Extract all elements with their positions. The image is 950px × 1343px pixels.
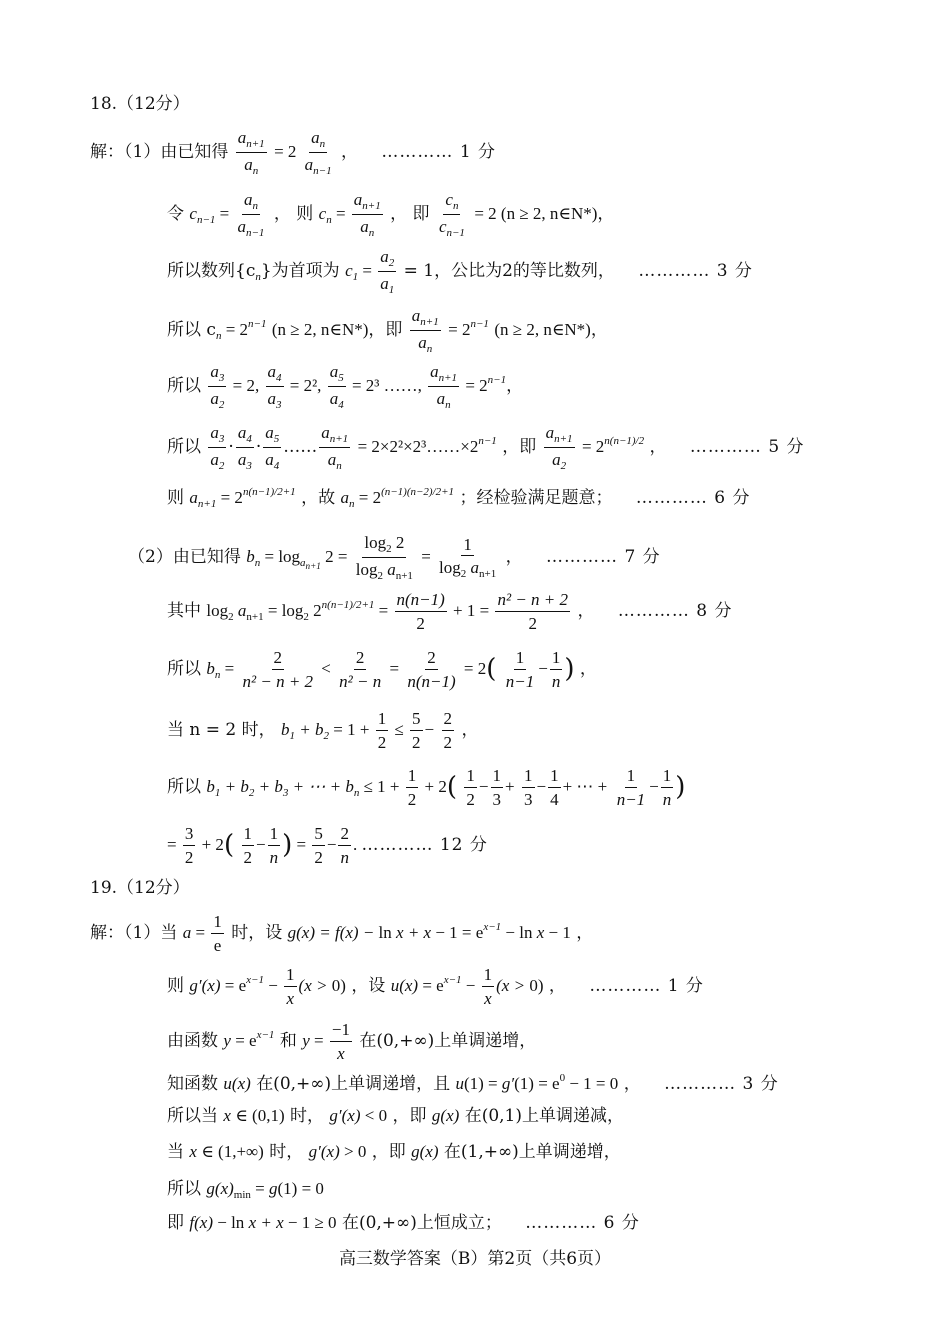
p18-line6: 所以 $\frac{a_3}{a_2}$ · $\frac{a_4}{a_3}$ · $\frac{a_5}{a_4}$ …… $\frac{a_{n+1}}{a_n}$ = $2\times 2^2\times 2^3\dots\dots\times 2^{n-1}$ ，即 $\frac{a_{n+1}}{a_2}$ = $2^{n(n-1)/2}$ ， ………… 5 分 [167,423,805,472]
p18-line3: 所以数列$\{c_n\}$为首项为 $c_1$ = $\frac{a_2}{a_1}$ = 1，公比为2的等比数列， ………… 3 分 [167,247,753,296]
p18-line8: （2）由已知得 $b_n = \log_{a_{n+1}} 2$ = $\frac{\log_2 2}{\log_2 a_{n+1}}$ = $\frac{1}{\log_2 a_{n+1}}$ ， ………… 7 分 [128,533,661,582]
p18-line2: 令 $c_{n-1}$ = $\frac{a_n}{a_{n-1}}$ ， 则 $c_n$ = $\frac{a_{n+1}}{a_n}$ ， 即 $\frac{c_n}{c_{n-1}}$ = 2 (n ≥ 2, n∈N*)， [167,190,615,239]
p19-line7: 所以 $g(x)_{min} = g(1) = 0$ [167,1179,324,1201]
p18-line11: 当 n = 2 时， $b_1 + b_2 = 1$ + $\frac{1}{2}$ ≤ $\frac{5}{2}$ − $\frac{2}{2}$ ， [167,709,479,752]
p19-line1: 解：（1）当 a = $\frac{1}{e}$ 时，设 $g(x) = f(x) - \ln x + x - 1 = e^{x-1} - \ln x - 1$ ， [90,912,594,955]
p19-line3: 由函数 $y = e^{x-1}$ 和 y = $\frac{-1}{x}$ 在(0,+∞)上单调递增， [167,1020,537,1063]
p18-heading: 18.（12分） [90,94,190,114]
p19-heading: 19.（12分） [90,878,190,898]
p18-line5: 所以 $\frac{a_3}{a_2}$ = 2, $\frac{a_4}{a_3}$ = 2², $\frac{a_5}{a_4}$ = 2³ ……, $\frac{a_{n+1}}{a_n}$ = $2^{n-1}$， [167,362,524,411]
p18-line4: 所以 $c_n = 2^{n-1}$ (n ≥ 2, n∈N*)，即 $\frac{a_{n+1}}{a_n}$ = $2^{n-1}$ (n ≥ 2, n∈N*)， [167,306,608,355]
p18-line13: = $\frac{3}{2}$ + 2( $\frac{1}{2}$ − $\frac{1}{n}$ ) = $\frac{5}{2}$ − $\frac{2}{n}$ . ………… 12 分 [167,824,488,867]
p19-line4: 知函数 u(x) 在(0,+∞)上单调递增，且 $u(1) = g'(1) = e^0 - 1 = 0$ ， ………… 3 分 [167,1072,779,1094]
p18-line9: 其中 $\log_2 a_{n+1} = \log_2 2^{n(n-1)/2+1}$ = $\frac{n(n-1)}{2}$ + 1 = $\frac{\text{n² − n + 2}}{2}$ ， ………… 8 分 [167,590,733,633]
page-footer: 高三数学答案（B）第2页（共6页） [338,1249,612,1269]
p19-line6: 当 x ∈ (1,+∞) 时， g′(x) > 0 ，即 g(x) 在(1,+∞)上单调递增， [167,1142,621,1162]
p18-line10: 所以 $b_n$ = $\frac{2}{\text{n² − n + 2}}$ < $\frac{2}{\text{n² − n}}$ = $\frac{2}{n(n-1)}$ = 2( $\frac{1}{n-1}$ − $\frac{1}{n}$ ) ， [167,648,597,691]
p19-line5: 所以当 x ∈ (0,1) 时， g′(x) < 0 ，即 g(x) 在(0,1)上单调递减， [167,1106,625,1126]
p19-line2: 则 $g'(x) = e^{x-1}$ − $\frac{1}{x}$ (x > 0) ，设 $u(x) = e^{x-1}$ − $\frac{1}{x}$ (x > 0) ， ………… 1 分 [167,965,704,1008]
p19-line8: 即 f(x) − ln x + x − 1 ≥ 0 在(0,+∞)上恒成立； ………… 6 分 [167,1213,640,1233]
p18-line7: 则 $a_{n+1} = 2^{n(n-1)/2+1}$ ，故 $a_n = 2^{(n-1)(n-2)/2+1}$ ；经检验满足题意； ………… 6 分 [167,486,751,510]
p18-line12: 所以 $b_1 + b_2 + b_3$ + ⋯ + $b_n \le 1$ + $\frac{1}{2}$ + 2( $\frac{1}{2}$ − $\frac{1}{3}$ + $\frac{1}{3}$ − $\frac{1}{4}$ + ⋯ + $\frac{1}{n-1}$ − $\frac{1}{n}$ ) [167,766,686,809]
p18-line1: 解：（1）由已知得 $\frac{a_{n+1}}{a_n}$ = 2 $\frac{a_n}{a_{n-1}}$ ， ………… 1 分 [90,128,497,177]
